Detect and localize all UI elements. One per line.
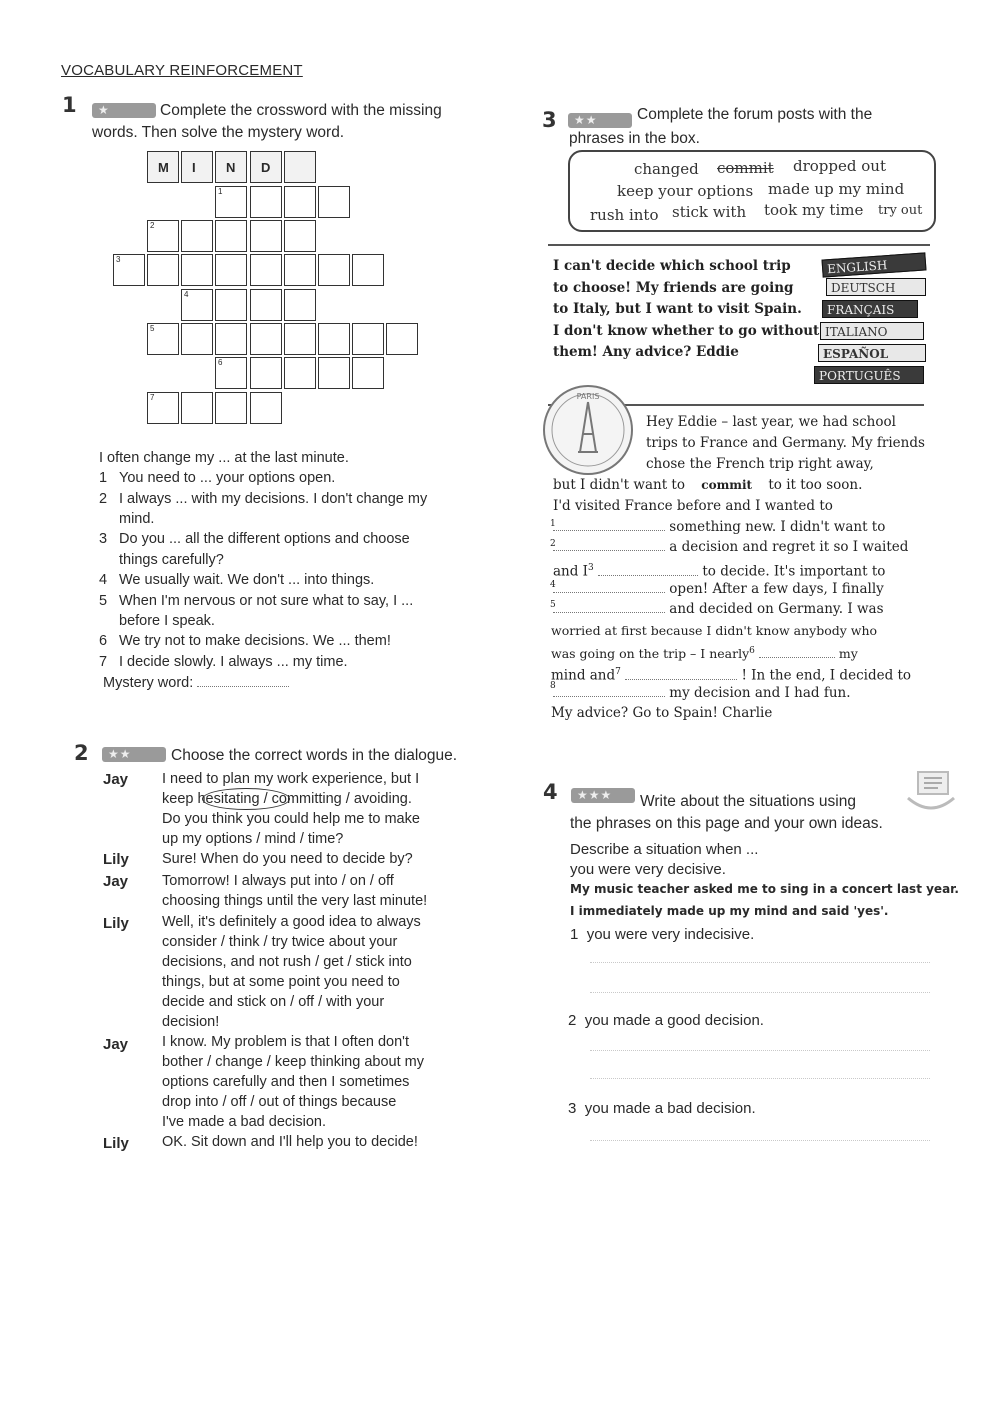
post-2-line: mind and$^7$ ! In the end, I decided to (551, 667, 912, 684)
crossword-cell[interactable] (215, 254, 247, 286)
post-2-line: but I didn't want to commit to it too soon. (553, 477, 863, 493)
ex4-example-answer-line-1: My music teacher asked me to sing in a concert last year. (570, 882, 959, 896)
answer-blank-5[interactable] (553, 612, 665, 613)
crossword-cell[interactable] (284, 357, 316, 389)
crossword-cell[interactable] (250, 254, 282, 286)
exercise-4-stars: ★★★ (571, 787, 635, 805)
clue-3-continued: things carefully? (119, 552, 224, 568)
writing-line[interactable] (590, 1050, 930, 1051)
speaker-jay: Jay (103, 1036, 129, 1053)
answer-blank-7[interactable] (625, 679, 737, 680)
exercise-2-stars: ★★ (102, 746, 166, 764)
crossword-cell[interactable] (284, 254, 316, 286)
exercise-3-instruction-line-2: phrases in the box. (569, 130, 700, 147)
phrase-made-up-my-mind: made up my mind (768, 180, 905, 198)
crossword-cell[interactable] (352, 323, 384, 355)
answer-blank-4[interactable] (553, 592, 665, 593)
dialogue-line: options carefully and then I sometimes (162, 1074, 410, 1090)
blank-number-5: 5 (550, 600, 556, 610)
exam-icon (904, 768, 958, 814)
circled-answer-hesitating (202, 788, 290, 810)
phrase-changed: changed (634, 160, 699, 178)
answer-blank-1[interactable] (553, 530, 665, 531)
dialogue-line: Do you think you could help me to make (162, 811, 420, 827)
crossword-cell[interactable] (284, 220, 316, 252)
exercise-1-instruction-line-2: words. Then solve the mystery word. (92, 124, 345, 141)
crossword-cell: I (181, 151, 213, 183)
post-2-line: My advice? Go to Spain! Charlie (551, 705, 773, 721)
crossword-cell[interactable] (284, 289, 316, 321)
dialogue-line: I know. My problem is that I often don't (162, 1034, 409, 1050)
exercise-3-stars: ★★ (568, 112, 632, 130)
answer-blank-8[interactable] (553, 696, 665, 697)
answer-blank-3[interactable] (598, 575, 698, 576)
crossword-cell[interactable] (318, 357, 350, 389)
phrase-took-my-time: took my time (764, 201, 864, 219)
dialogue-line: keep hesitating / committing / avoiding. (162, 791, 412, 807)
dialogue-line: OK. Sit down and I'll help you to decide! (162, 1134, 418, 1150)
crossword-cell[interactable] (250, 289, 282, 321)
crossword-cell[interactable] (215, 289, 247, 321)
writing-line[interactable] (590, 1140, 930, 1141)
exercise-4-instruction-line-2: the phrases on this page and your own ideas. (570, 815, 883, 832)
crossword-cell[interactable] (386, 323, 418, 355)
post-2-line: something new. I didn't want to (553, 517, 885, 539)
page-title: VOCABULARY REINFORCEMENT (61, 62, 303, 79)
dialogue-line: Tomorrow! I always put into / on / off (162, 873, 394, 889)
phrase-keep-your-options: keep your options (617, 182, 754, 200)
mystery-word (103, 675, 289, 691)
exercise-2-number: 2 (74, 741, 89, 765)
forum-post-eddie: I can't decide which school trip to choose! My friends are going to Italy, but I want to visit Spain. I don't know whether to go without them! Any advice? Eddie (553, 258, 820, 360)
crossword-cell: N (215, 151, 247, 183)
crossword-cell[interactable] (318, 323, 350, 355)
dialogue-line: Sure! When do you need to decide by? (162, 851, 413, 867)
blank-number-2: 2 (550, 539, 556, 549)
crossword-cell[interactable] (215, 392, 247, 424)
clue-5: 5 When I'm nervous or not sure what to say, I ... (99, 593, 414, 609)
stamp-text: PARIS (576, 392, 600, 401)
crossword-cell[interactable] (250, 357, 282, 389)
speaker-jay: Jay (103, 873, 129, 890)
crossword-cell[interactable] (250, 220, 282, 252)
post-2-line: worried at first because I didn't know anybody who (551, 623, 878, 638)
ex4-item-3: 3 you made a bad decision. (568, 1100, 756, 1117)
post-2-line: and $I^3$ to decide. It's important to (553, 563, 886, 580)
dialogue-line: I need to plan my work experience, but I (162, 771, 420, 787)
crossword-cell[interactable]: 7 (147, 392, 179, 424)
crossword-cell[interactable] (318, 254, 350, 286)
post-2-line: trips to France and Germany. My friends (646, 435, 925, 451)
exercise-4-number: 4 (543, 780, 558, 804)
post-2-line: open! After a few days, I finally (553, 579, 884, 601)
book-italiano: ITALIANO (820, 322, 924, 340)
exercise-4-instruction-line-1: Write about the situations using (640, 793, 856, 810)
speaker-lily: Lily (103, 1135, 129, 1152)
phrase-commit: commit (717, 159, 774, 177)
crossword-cell[interactable]: 4 (181, 289, 213, 321)
dialogue-line: bother / change / keep thinking about my (162, 1054, 424, 1070)
book-deutsch: DEUTSCH (826, 278, 926, 296)
dialogue-line: Well, it's definitely a good idea to always (162, 914, 421, 930)
answer-blank-2[interactable] (553, 550, 665, 551)
writing-line[interactable] (590, 962, 930, 963)
dialogue-line: things, but at some point you need to (162, 974, 400, 990)
book-espanol: ESPAÑOL (818, 344, 926, 362)
writing-line[interactable] (590, 1078, 930, 1079)
crossword-cell[interactable] (181, 323, 213, 355)
crossword-cell[interactable] (181, 220, 213, 252)
exercise-1-number: 1 (62, 93, 77, 117)
crossword-cell[interactable]: 2 (147, 220, 179, 252)
ex4-example-answer-line-2: I immediately made up my mind and said 'yes'. (570, 904, 889, 918)
crossword-cell[interactable] (250, 186, 282, 218)
crossword-cell[interactable] (181, 392, 213, 424)
clue-6: 6 We try not to make decisions. We ... them! (99, 633, 391, 649)
crossword-cell[interactable] (318, 186, 350, 218)
crossword-cell[interactable] (352, 357, 384, 389)
book-francais: FRANÇAIS (822, 300, 918, 318)
phrase-rush-into: rush into (590, 206, 659, 224)
example-answer-commit: commit (701, 478, 753, 492)
mystery-word-label: Mystery word: (103, 675, 194, 691)
post-2-line: I'd visited France before and I wanted to (553, 498, 833, 514)
ex4-item-1: 1 you were very indecisive. (570, 926, 755, 943)
crossword-cell (284, 151, 316, 183)
dialogue-line: consider / think / try twice about your (162, 934, 398, 950)
crossword-cell: M (147, 151, 179, 183)
post-2-line: a decision and regret it so I waited (553, 537, 908, 559)
book-portugues: PORTUGUÊS (814, 366, 924, 384)
ex4-describe: Describe a situation when ... (570, 841, 759, 858)
dialogue-line: decide and stick on / off / with your (162, 994, 385, 1010)
crossword-cell[interactable]: 1 (215, 186, 247, 218)
dialogue-line: choosing things until the very last minute! (162, 893, 428, 909)
dialogue-line: decisions, and not rush / get / stick into (162, 954, 412, 970)
crossword-cell[interactable]: 6 (215, 357, 247, 389)
blank-number-8: 8 (550, 681, 556, 691)
crossword-cell[interactable] (181, 254, 213, 286)
dialogue-line: I've made a bad decision. (162, 1114, 326, 1130)
ex4-example-prompt: you were very decisive. (570, 861, 726, 878)
clue-2: 2 I always ... with my decisions. I don't change my (99, 491, 428, 507)
clue-1: 1 You need to ... your options open. (99, 470, 336, 486)
phrase-dropped-out: dropped out (793, 157, 886, 175)
book-english: ENGLISH (821, 252, 926, 277)
books-illustration (812, 246, 932, 388)
crossword-cell[interactable] (250, 323, 282, 355)
exercise-1-instruction-line-1: Complete the crossword with the missing (160, 102, 442, 119)
writing-line[interactable] (590, 992, 930, 993)
exercise-2-instruction: Choose the correct words in the dialogue. (171, 747, 458, 764)
mystery-word-blank[interactable] (197, 686, 289, 687)
crossword-cell[interactable] (284, 323, 316, 355)
clue-3: 3 Do you ... all the different options and choose (99, 531, 410, 547)
post-2-line: and decided on Germany. I was (553, 599, 884, 621)
speaker-lily: Lily (103, 915, 129, 932)
post-2-line: was going on the trip – I nearly$^6$ my (551, 646, 858, 662)
crossword-cell[interactable] (147, 254, 179, 286)
crossword-cell[interactable] (215, 220, 247, 252)
phrase-try-out: try out (878, 203, 923, 218)
exercise-3-number: 3 (542, 108, 557, 132)
phrase-stick-with: stick with (672, 203, 747, 221)
crossword-cell[interactable] (284, 186, 316, 218)
dialogue-line: up my options / mind / time? (162, 831, 344, 847)
clue-7: 7 I decide slowly. I always ... my time. (99, 654, 348, 670)
post-2-line: my decision and I had fun. (553, 683, 851, 705)
exercise-3-instruction-line-1: Complete the forum posts with the (637, 106, 873, 123)
clue-5-continued: before I speak. (119, 613, 215, 629)
crossword-cell[interactable]: 5 (147, 323, 179, 355)
clue-4: 4 We usually wait. We don't ... into things. (99, 572, 375, 588)
speaker-lily: Lily (103, 851, 129, 868)
post-2-line: Hey Eddie – last year, we had school (646, 414, 896, 430)
dialogue-line: drop into / off / out of things because (162, 1094, 397, 1110)
crossword-cell[interactable] (215, 323, 247, 355)
example-clue: I often change my ... at the last minute. (99, 450, 349, 466)
answer-blank-6[interactable] (759, 657, 835, 658)
ex4-item-2: 2 you made a good decision. (568, 1012, 764, 1029)
blank-number-4: 4 (550, 580, 556, 590)
speaker-jay: Jay (103, 771, 129, 788)
crossword-cell[interactable] (352, 254, 384, 286)
crossword-cell[interactable]: 3 (113, 254, 145, 286)
crossword-cell: D (250, 151, 282, 183)
dialogue-line: decision! (162, 1014, 220, 1030)
paris-stamp-illustration (540, 382, 636, 478)
clue-2-continued: mind. (119, 511, 155, 527)
crossword-cell[interactable] (250, 392, 282, 424)
exercise-1-stars: ★ (92, 102, 156, 120)
blank-number-1: 1 (550, 519, 556, 529)
post-2-line: chose the French trip right away, (646, 456, 874, 472)
